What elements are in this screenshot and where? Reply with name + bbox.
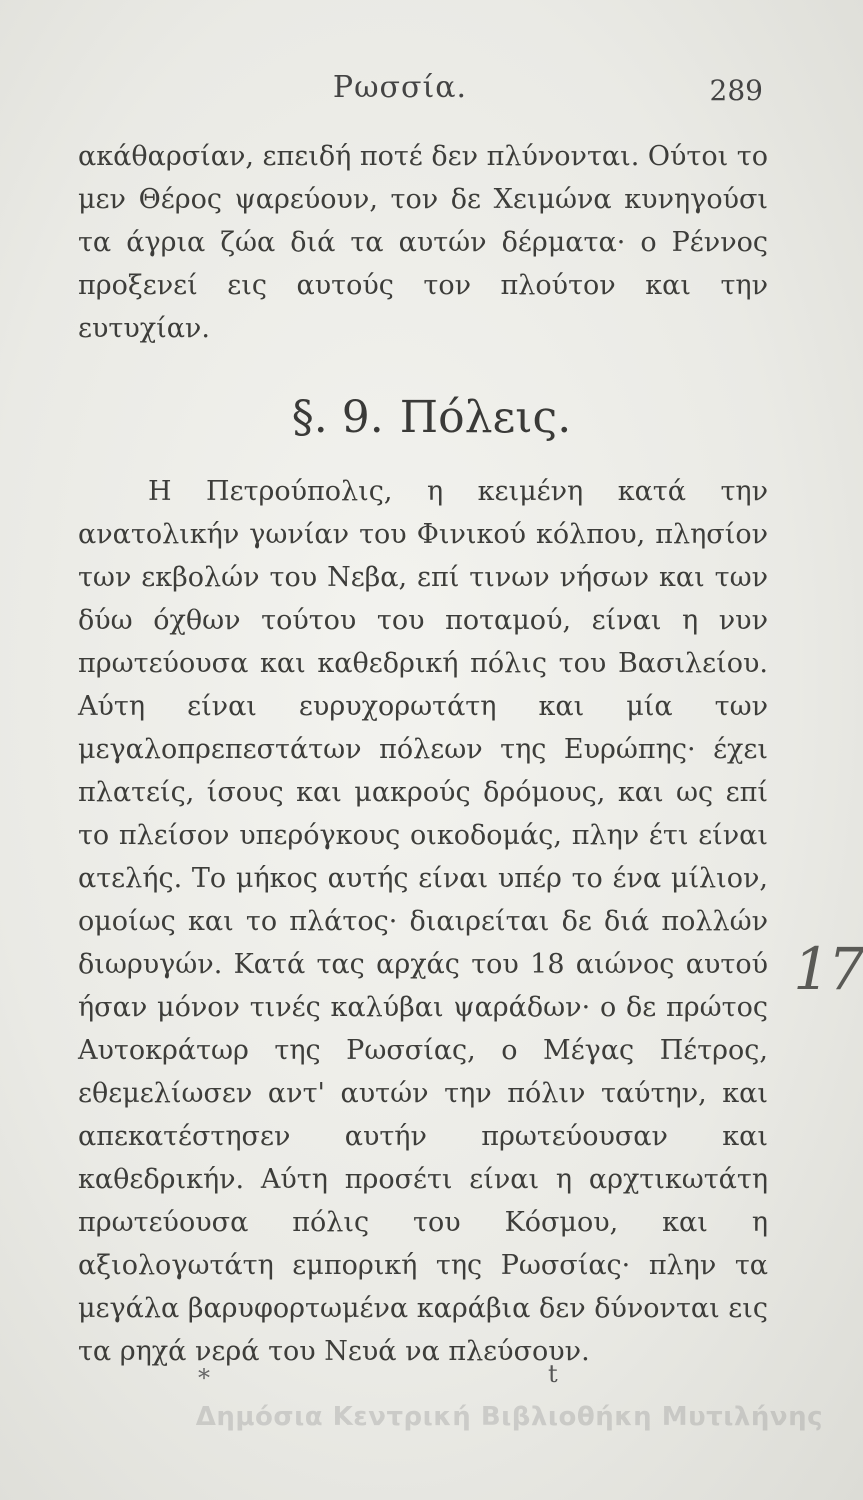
page-header (0, 70, 863, 110)
paragraph-1: ακάθαρσίαν, επειδή ποτέ δεν πλύνονται. Ούτοι το μεν Θέρος ψαρεύουν, τον δε Χειμώνα κυνηγούσι τα άγρια ζώα διά τα αυτών δέρματα· ο Ρέννος προξενεί εις αυτούς τον πλούτον και την ευτυχίαν. (78, 141, 768, 344)
section-title: Πόλεις. (399, 392, 572, 443)
library-watermark: Δημόσια Κεντρική Βιβλιοθήκη Μυτιλήνης (195, 1402, 823, 1432)
printer-mark: * (198, 1364, 210, 1392)
handwritten-margin-note: 17 (793, 935, 863, 1003)
paragraph-2: Η Πετρούπολις, η κειμένη κατά την ανατολικήν γωνίαν του Φινικού κόλπου, πλησίον των εκβολών του Νεβα, επί τινων νήσων και των δύω όχθων τούτου του ποταμού, είναι η νυν πρωτεύουσα και καθεδρική πόλις του Βασιλείου. Αύτη είναι ευρυχορωτάτη και μία των μεγαλοπρεπεστάτων πόλεων της Ευρώπης· έχει πλατείς, ίσους και μακρούς δρόμους, και ως επί το πλείσον υπερόγκους οικοδομάς, πλην έτι είναι ατελής. Το μήκος αυτής είναι υπέρ το ένα μίλιον, ομοίως και το πλάτος· διαιρείται δε διά πολλών διωρυγών. Κατά τας αρχάς του 18 αιώνος αυτού ήσαν μόνον τινές καλύβαι ψαράδων· ο δε πρώτος Αυτοκράτωρ της Ρωσσίας, ο Μέγας Πέτρος, εθεμελίωσεν αντ' αυτών την πόλιν ταύτην, και απεκατέστησεν αυτήν πρωτεύουσαν και καθεδρικήν. Αύτη προσέτι είναι η αρχτικωτάτη πρωτεύουσα πόλις του Κόσμου, και η αξιολογωτάτη εμπορική της Ρωσσίας· πλην τα μεγάλα βαρυφορτωμένα καράβια δεν δύνονται εις τα ρηχά νερά του Νευά να πλεύσουν. (78, 476, 768, 1367)
section-heading (0, 392, 863, 443)
signature-mark: t (548, 1360, 558, 1388)
section-number: §. 9. (291, 392, 384, 443)
page-number: 289 (709, 74, 763, 107)
running-title: Ρωσσία. (332, 70, 468, 105)
